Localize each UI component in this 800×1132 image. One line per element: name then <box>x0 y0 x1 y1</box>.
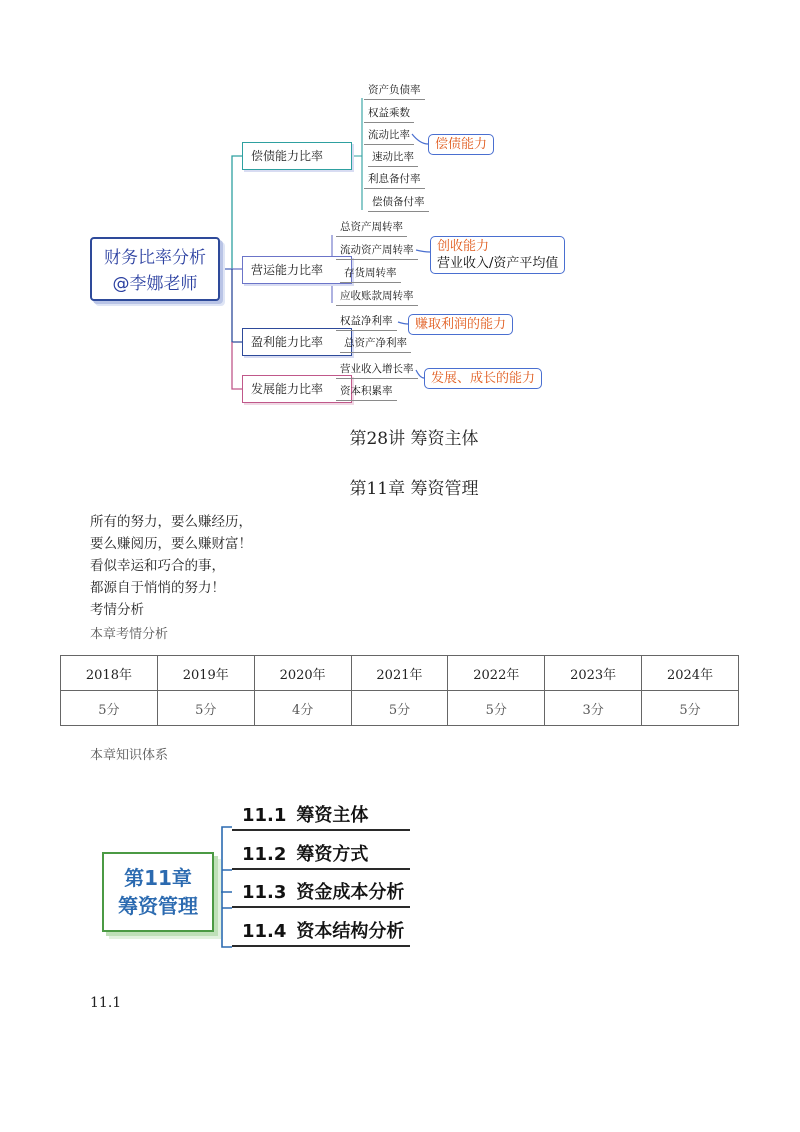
note-solvency: 偿债能力 <box>428 134 494 155</box>
leaf-asset-liability-ratio: 资产负债率 <box>364 83 425 100</box>
leaf-debt-coverage: 偿债备付率 <box>368 195 429 212</box>
section-title: 筹资方式 <box>296 844 369 865</box>
branch-growth: 发展能力比率 <box>242 375 352 403</box>
root-line-2: @李娜老师 <box>112 274 198 294</box>
score-cell: 5分 <box>61 691 158 726</box>
year-cell: 2021年 <box>351 656 448 691</box>
chapter-title: 第11章 筹资管理 <box>349 479 479 499</box>
score-cell: 5分 <box>157 691 254 726</box>
quote-line-4: 都源自于悄悄的努力！ <box>90 580 225 596</box>
section-11-3 <box>232 880 410 908</box>
chapter-node <box>102 852 214 932</box>
quote-line-1: 所有的努力，要么赚经历， <box>90 514 252 530</box>
section-title: 筹资主体 <box>296 805 369 826</box>
leaf-capital-accumulation: 资本积累率 <box>336 384 397 401</box>
exam-analysis-label: 考情分析 <box>90 602 144 618</box>
leaf-inventory-turnover: 存货周转率 <box>340 266 401 283</box>
section-start-heading: 11.1 <box>90 995 122 1011</box>
section-11-4 <box>232 919 410 947</box>
section-11-2 <box>232 842 410 870</box>
leaf-roe: 权益净利率 <box>336 314 397 331</box>
chapter-node-line-1: 第11章 <box>124 866 192 890</box>
section-11-1 <box>232 803 410 831</box>
chapter-node-line-2: 筹资管理 <box>118 894 198 918</box>
note-operation-formula: 营业收入/资产平均值 <box>437 256 559 271</box>
score-cell: 5分 <box>642 691 739 726</box>
section-number: 11.3 <box>242 882 287 903</box>
leaf-current-ratio: 流动比率 <box>364 128 414 145</box>
year-cell: 2020年 <box>254 656 351 691</box>
section-number: 11.1 <box>242 805 287 826</box>
leaf-current-asset-turnover: 流动资产周转率 <box>336 243 418 260</box>
leaf-revenue-growth: 营业收入增长率 <box>336 362 418 379</box>
table-caption: 本章考情分析 <box>90 627 169 642</box>
section-title: 资金成本分析 <box>296 882 405 903</box>
year-cell: 2022年 <box>448 656 545 691</box>
branch-solvency: 偿债能力比率 <box>242 142 352 170</box>
leaf-total-asset-turnover: 总资产周转率 <box>336 220 407 237</box>
root-line-1: 财务比率分析 <box>104 248 206 268</box>
score-cell: 3分 <box>545 691 642 726</box>
score-cell: 5分 <box>448 691 545 726</box>
branch-profitability: 盈利能力比率 <box>242 328 352 356</box>
leaf-equity-multiplier: 权益乘数 <box>364 106 414 123</box>
leaf-receivable-turnover: 应收账款周转率 <box>336 289 418 306</box>
section-number: 11.2 <box>242 844 287 865</box>
year-cell: 2024年 <box>642 656 739 691</box>
score-cell: 5分 <box>351 691 448 726</box>
section-number: 11.4 <box>242 921 287 942</box>
quote-line-3: 看似幸运和巧合的事， <box>90 558 225 574</box>
note-growth: 发展、成长的能力 <box>424 368 542 389</box>
section-title: 资本结构分析 <box>296 921 405 942</box>
year-cell: 2018年 <box>61 656 158 691</box>
year-cell: 2019年 <box>157 656 254 691</box>
branch-operation: 营运能力比率 <box>242 256 352 284</box>
score-cell: 4分 <box>254 691 351 726</box>
note-profitability: 赚取利润的能力 <box>408 314 513 335</box>
lecture-title: 第28讲 筹资主体 <box>349 429 479 449</box>
leaf-interest-coverage: 利息备付率 <box>364 172 425 189</box>
leaf-quick-ratio: 速动比率 <box>368 150 418 167</box>
note-operation-title: 创收能力 <box>437 239 490 254</box>
knowledge-system-label: 本章知识体系 <box>90 748 169 763</box>
year-cell: 2023年 <box>545 656 642 691</box>
leaf-roa: 总资产净利率 <box>340 336 411 353</box>
quote-line-2: 要么赚阅历，要么赚财富！ <box>90 536 252 552</box>
